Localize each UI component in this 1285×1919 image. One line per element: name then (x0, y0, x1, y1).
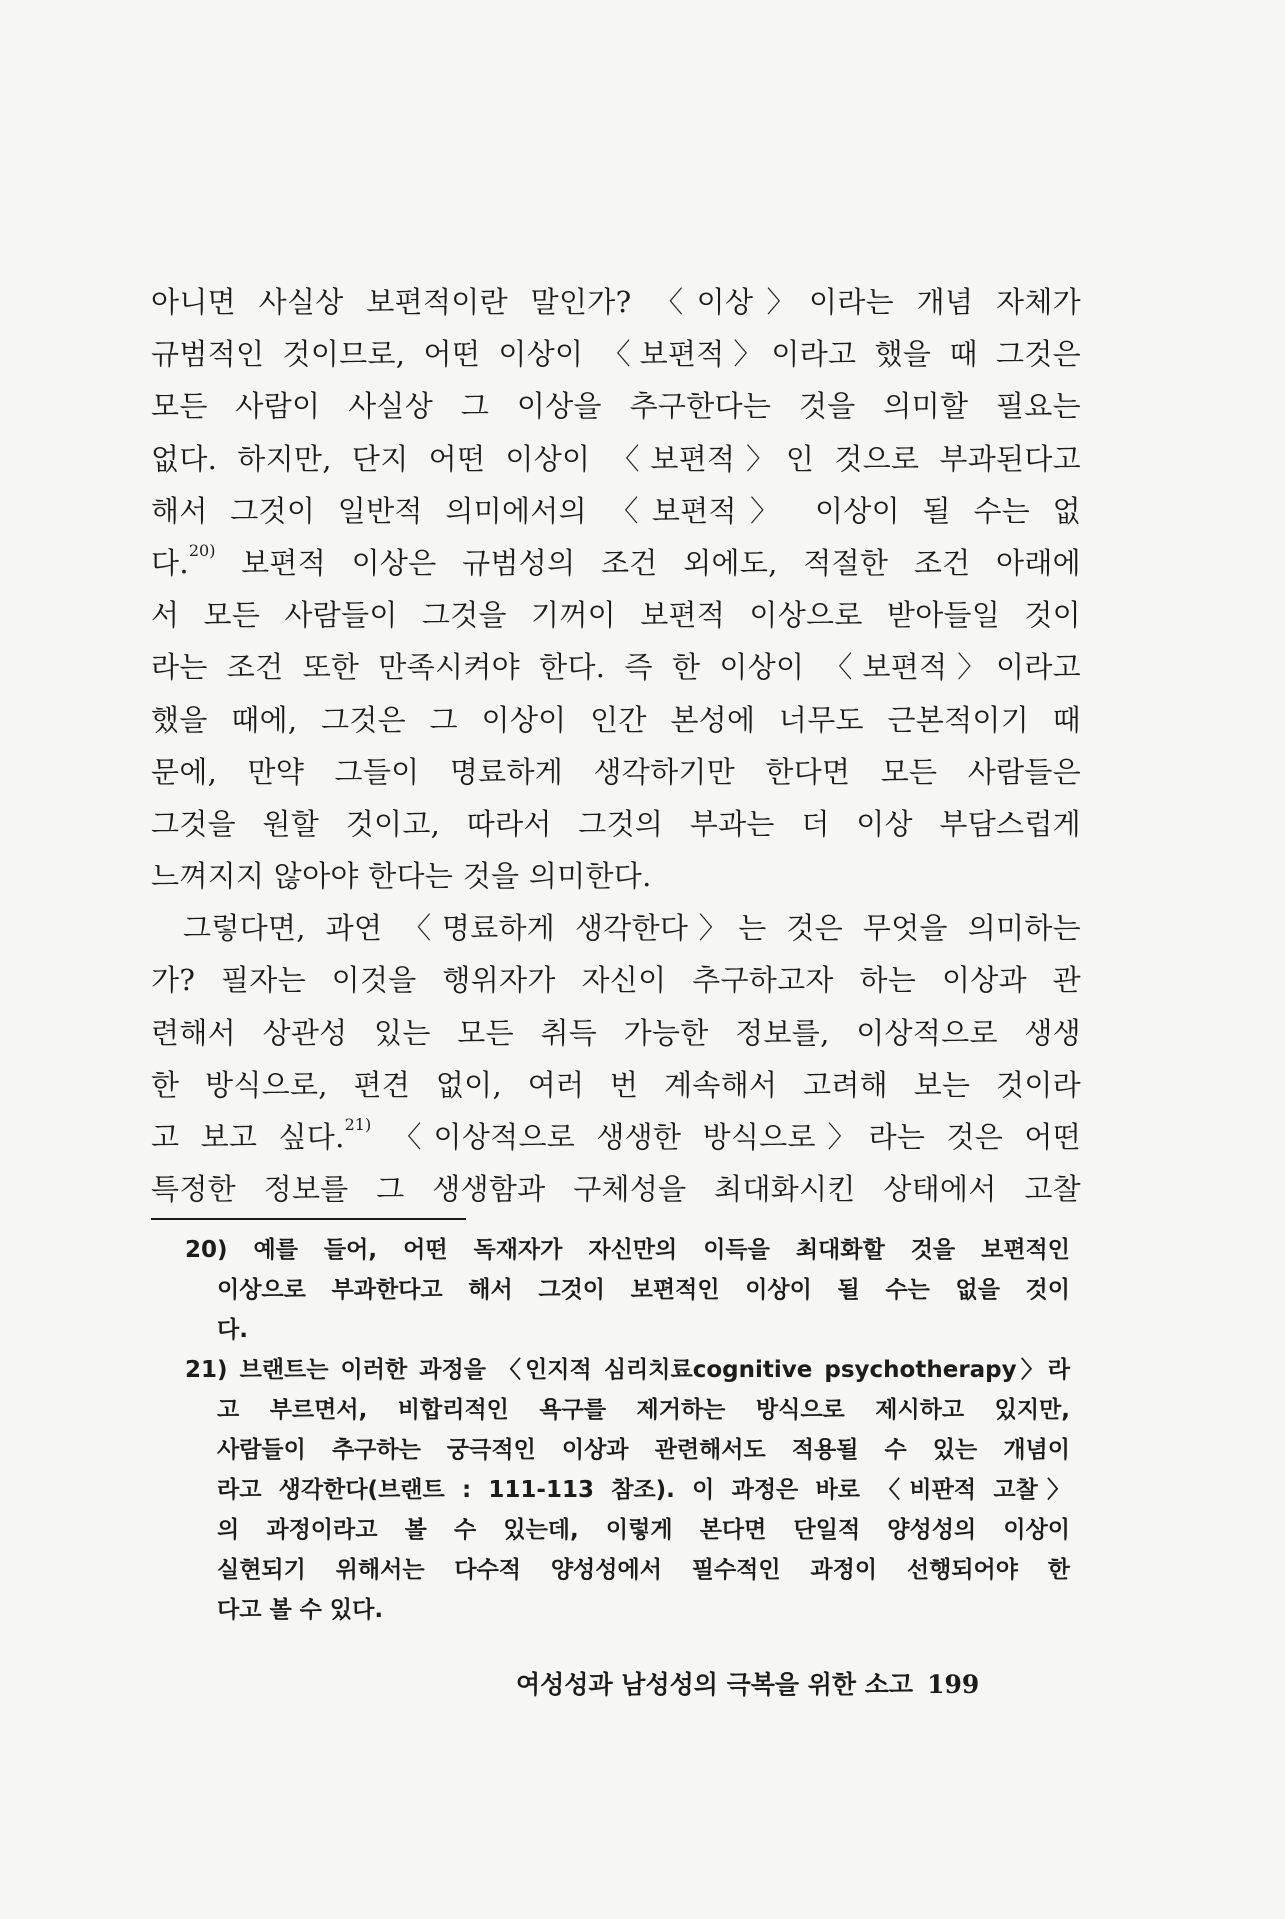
body-line: 했을 때에, 그것은 그 이상이 인간 본성에 너무도 근본적이기 때 (151, 702, 1081, 737)
footnote-ref-20: 20) (188, 540, 216, 560)
footnote-21-line: 라고 생각한다(브랜트 : 111-113 참조). 이 과정은 바로 〈비판적 고찰〉 (217, 1477, 1070, 1503)
body-line: 문에, 만약 그들이 명료하게 생각하기만 한다면 모든 사람들은 (151, 754, 1081, 789)
body-line-text: 보편적 이상은 규범성의 조건 외에도, 적절한 조건 아래에 (241, 545, 1081, 580)
body-line: 모든 사람이 사실상 그 이상을 추구한다는 것을 의미할 필요는 (151, 389, 1081, 424)
running-title: 여성성과 남성성의 극복을 위한 소고 (516, 1670, 914, 1699)
body-line: 느껴지지 않아야 한다는 것을 의미한다. (151, 859, 652, 894)
running-footer (516, 1665, 1046, 1705)
footnote-21-line: 다고 볼 수 있다. (217, 1597, 384, 1623)
body-line: 라는 조건 또한 만족시켜야 한다. 즉 한 이상이 〈보편적〉이라고 (151, 650, 1081, 685)
body-line: 특정한 정보를 그 생생함과 구체성을 최대화시킨 상태에서 고찰 (151, 1172, 1081, 1207)
footnote-21-line: 실현되기 위해서는 다수적 양성성에서 필수적인 과정이 선행되어야 한 (217, 1557, 1070, 1583)
footnote-21-line: 21) 브랜트는 이러한 과정을 〈인지적 심리치료cognitive psychotherapy〉라 (185, 1357, 1070, 1383)
body-line: 한 방식으로, 편견 없이, 여러 번 계속해서 고려해 보는 것이라 (151, 1067, 1081, 1102)
body-line: 규범적인 것이므로, 어떤 이상이 〈보편적〉이라고 했을 때 그것은 (151, 337, 1081, 372)
body-line: 해서 그것이 일반적 의미에서의 〈보편적〉 이상이 될 수는 없 (151, 493, 1081, 528)
body-line: 가? 필자는 이것을 행위자가 자신이 추구하고자 하는 이상과 관 (151, 963, 1081, 998)
footnotes (185, 1230, 1070, 1630)
body-line-text: 고 보고 싶다. (151, 1120, 345, 1154)
body-line (151, 537, 1081, 589)
body-line: 련해서 상관성 있는 모든 취득 가능한 정보를, 이상적으로 생생 (151, 1015, 1081, 1050)
footnote-21-line: 의 과정이라고 볼 수 있는데, 이렇게 본다면 단일적 양성성의 이상이 (217, 1517, 1070, 1543)
body-line-text: 다. (151, 545, 189, 580)
footnote-21-line: 고 부르면서, 비합리적인 욕구를 제거하는 방식으로 제시하고 있지만, (217, 1397, 1070, 1423)
body-line-text: 〈이상적으로 생생한 방식으로〉라는 것은 어떤 (392, 1120, 1081, 1154)
footnote-ref-21: 21) (344, 1115, 372, 1134)
footnote-20-line: 다. (217, 1317, 248, 1343)
page-number: 199 (927, 1670, 980, 1699)
body-line (151, 1111, 1081, 1163)
body-text (151, 276, 1081, 1215)
body-line: 없다. 하지만, 단지 어떤 이상이 〈보편적〉인 것으로 부과된다고 (151, 441, 1081, 476)
body-line: 그렇다면, 과연 〈명료하게 생각한다〉는 것은 무엇을 의미하는 (183, 911, 1081, 946)
footnote-20-line: 20) 예를 들어, 어떤 독재자가 자신만의 이득을 최대화할 것을 보편적인 (185, 1237, 1070, 1263)
footnote-divider (151, 1218, 466, 1220)
body-line: 아니면 사실상 보편적이란 말인가? 〈이상〉이라는 개념 자체가 (151, 285, 1081, 319)
footnote-20-line: 이상으로 부과한다고 해서 그것이 보편적인 이상이 될 수는 없을 것이 (217, 1277, 1070, 1303)
footnote-21-line: 사람들이 추구하는 궁극적인 이상과 관련해서도 적용될 수 있는 개념이 (217, 1437, 1070, 1463)
body-line: 그것을 원할 것이고, 따라서 그것의 부과는 더 이상 부담스럽게 (151, 806, 1081, 841)
body-line: 서 모든 사람들이 그것을 기꺼이 보편적 이상으로 받아들일 것이 (151, 598, 1081, 633)
